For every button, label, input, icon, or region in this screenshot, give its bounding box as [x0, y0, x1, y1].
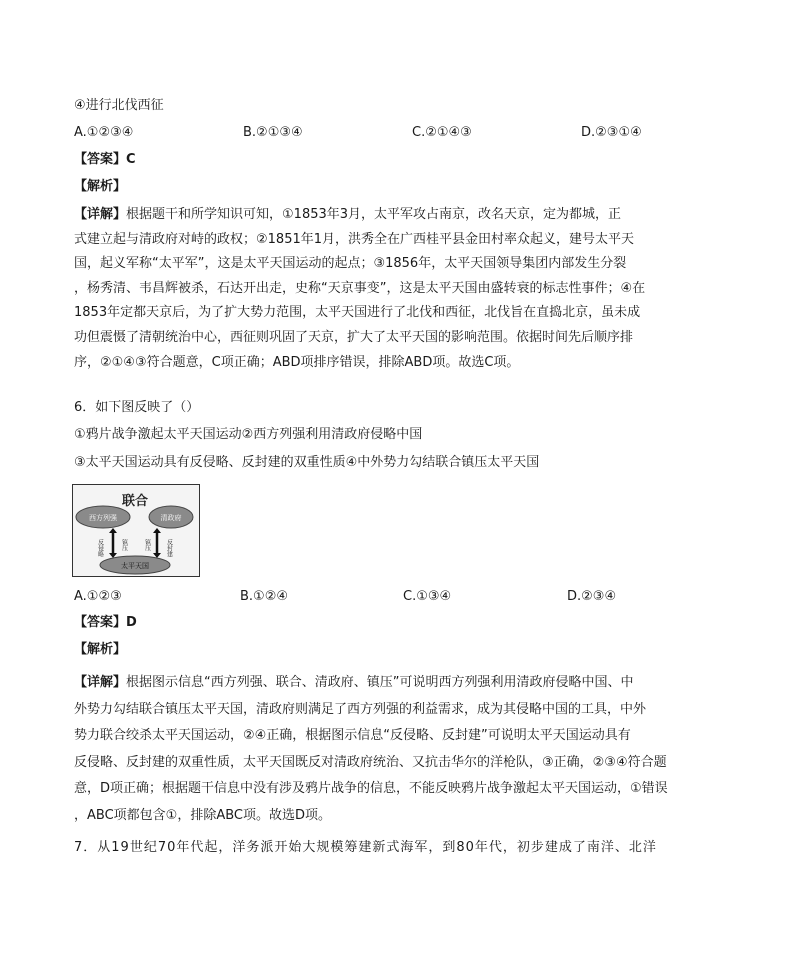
- q6-items-line-2: ③太平天国运动具有反侵略、反封建的双重性质④中外势力勾结联合镇压太平天国: [74, 455, 540, 470]
- q5-item-4: ④进行北伐西征: [74, 98, 164, 113]
- diagram-left-up-label: 反侵略: [96, 539, 104, 557]
- detail-line: 【详解】根据题干和所学知识可知，①1853年3月，太平军攻占南京，改名天京，定为都城，正: [74, 207, 622, 222]
- q5-answer: [74, 151, 136, 169]
- detail-line: 国，起义军称“太平军”，这是太平天国运动的起点；③1856年，太平天国领导集团内部发生分裂: [74, 256, 627, 272]
- diagram-left-node: 西方列强: [89, 514, 117, 522]
- diagram-title: 联合: [121, 494, 149, 509]
- detail-line: 式建立起与清政府对峙的政权；②1851年1月，洪秀全在广西桂平县金田村率众起义，建号太平天: [74, 231, 635, 247]
- left-arrow-head-up: [109, 528, 117, 533]
- q6-answer: [74, 614, 137, 632]
- detail-tag: 【详解】: [74, 207, 127, 222]
- answer-tag: 【答案】: [74, 615, 127, 630]
- q6-analysis-tag: 【解析】: [74, 642, 127, 657]
- q5-option-d: D.②③①④: [581, 125, 642, 140]
- detail-line: 势力联合绞杀太平天国运动，②④正确，根据图示信息“反侵略、反封建”可说明太平天国运动具有: [74, 728, 631, 743]
- detail-line: ，杨秀清、韦昌辉被杀，石达开出走，史称“天京事变”，这是太平天国由盛转衰的标志性事件；④在: [74, 280, 646, 296]
- detail-line: 反侵略、反封建的双重性质，太平天国既反对清政府统治、又抗击华尔的洋枪队，③正确，②③④符合题: [74, 754, 667, 770]
- answer-tag: 【答案】: [74, 152, 127, 167]
- q6-diagram: [72, 484, 200, 577]
- answer-value: D: [126, 615, 137, 630]
- q6-items-line-1: ①鸦片战争激起太平天国运动②西方列强利用清政府侵略中国: [74, 427, 423, 442]
- q6-option-d: D.②③④: [567, 589, 617, 604]
- q6-option-b: B.①②④: [240, 589, 289, 604]
- diagram-right-down-label: 反封建: [165, 539, 173, 557]
- q6-option-a: A.①②③: [74, 589, 122, 604]
- detail-line: 外势力勾结联合镇压太平天国，清政府则满足了西方列强的利益需求，成为其侵略中国的工具，中外: [74, 701, 647, 717]
- diagram-bottom-node: 太平天国: [121, 562, 149, 570]
- q6-detail: [74, 670, 694, 829]
- q6-option-c: C.①③④: [403, 589, 452, 604]
- detail-line: 序，②①④③符合题意，C项正确；ABD项排序错误，排除ABD项。故选C项。: [74, 354, 520, 370]
- q5-option-c: C.②①④③: [412, 125, 472, 140]
- q5-analysis-tag: 【解析】: [74, 179, 127, 194]
- detail-tag: 【详解】: [74, 675, 127, 690]
- q5-option-a: A.①②③④: [74, 125, 134, 140]
- q5-detail: [74, 203, 694, 375]
- detail-line: 功但震慑了清朝统治中心，西征则巩固了天京，扩大了太平天国的影响范围。依据时间先后顺序排: [74, 329, 634, 345]
- diagram-right-up-label: 镇压: [143, 539, 151, 551]
- detail-line: 【详解】根据图示信息“西方列强、联合、清政府、镇压”可说明西方列强利用清政府侵略中国、中: [74, 675, 634, 690]
- q7-stem: 7．从19世纪70年代起，洋务派开始大规模筹建新式海军，到80年代，初步建成了南洋、北洋: [74, 840, 657, 855]
- q6-stem: 6．如下图反映了（）: [74, 400, 200, 415]
- detail-line: 意，D项正确；根据题干信息中没有涉及鸦片战争的信息，不能反映鸦片战争激起太平天国运动，①错误: [74, 781, 668, 796]
- diagram-right-node: 清政府: [160, 514, 182, 522]
- diagram-left-down-label: 镇压: [120, 539, 128, 551]
- detail-line: 1853年定都天京后，为了扩大势力范围，太平天国进行了北伐和西征，北伐旨在直捣北京，虽未成: [74, 305, 641, 321]
- detail-line: ，ABC项都包含①，排除ABC项。故选D项。: [74, 807, 331, 823]
- right-arrow-head-up: [153, 528, 161, 533]
- answer-value: C: [126, 152, 136, 167]
- q5-option-b: B.②①③④: [243, 125, 303, 140]
